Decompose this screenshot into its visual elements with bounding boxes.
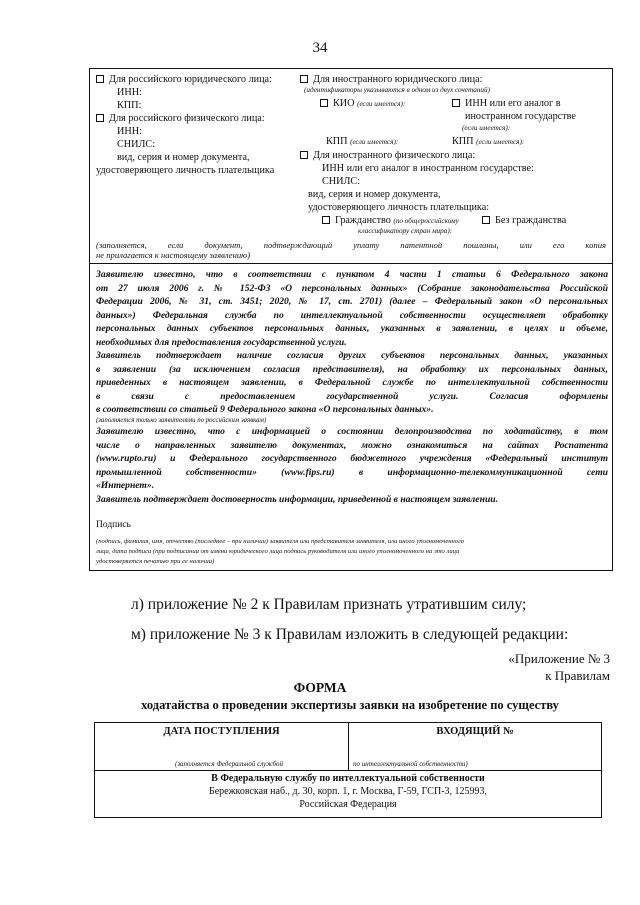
divider: [95, 770, 601, 771]
kio-option[interactable]: [320, 97, 405, 110]
note: классификатору стран мира):: [358, 227, 453, 235]
consent-line: в связи с предоставлением государственной услуги. Согласия оформлены: [96, 390, 608, 402]
inn-label: ИНН:: [117, 87, 142, 98]
inn-analog-label: ИНН или его аналог в: [465, 98, 561, 109]
inn-label: ИНН:: [117, 126, 142, 137]
ru-legal-option[interactable]: [96, 73, 272, 86]
kpp-label: КПП:: [117, 100, 142, 111]
signature-label: Подпись: [96, 520, 131, 530]
checkbox[interactable]: [300, 75, 308, 83]
form-subtitle: ходатайства о проведении экспертизы заявки на изобретение по существу: [141, 698, 559, 712]
checkbox[interactable]: [96, 114, 104, 122]
receipt-date-field[interactable]: ДАТА ПОСТУПЛЕНИЯ: [163, 726, 280, 737]
no-citizenship-option[interactable]: [482, 214, 566, 227]
filled-by-note: (заполняется Федеральной службой: [175, 760, 283, 768]
foreign-legal-option[interactable]: [300, 73, 482, 86]
addressee: В Федеральную службу по интеллектуальной собственности: [211, 773, 485, 784]
doc-label: вид, серия и номер документа,: [117, 152, 250, 163]
consent-line: Федерации 2006, № 31, ст. 3451; 2020, № 17, ст. 2701) (далее – Федеральный закон «О персональных: [96, 296, 608, 307]
checkbox[interactable]: [482, 216, 490, 224]
signature-note: (подпись, фамилия, имя, отчество (последнее – при наличии) заявителя или представителя заявителя, или иного уполномоченного: [96, 538, 464, 545]
inn-analog-option[interactable]: [452, 97, 561, 110]
address: Бережковская наб., д. 30, корп. 1, г. Москва, Г-59, ГСП-3, 125993,: [208, 786, 488, 797]
form-title: ФОРМА: [293, 680, 347, 695]
ident-note: (идентификаторы указываются в одном из двух сочетаний): [304, 86, 490, 94]
note: (если имеется):: [476, 138, 525, 146]
consent-line: Заявитель подтверждает наличие согласия других субъектов персональных данных, указанных: [96, 350, 608, 361]
checkbox[interactable]: [452, 99, 460, 107]
clause-m: м) приложение № 3 к Правилам изложить в следующей редакции:: [131, 626, 569, 643]
note: (если имеется):: [357, 100, 406, 108]
appendix-reference: [508, 650, 610, 684]
doc-label: вид, серия и номер документа,: [308, 189, 441, 200]
checkbox[interactable]: [300, 151, 308, 159]
kpp-text: КПП: [452, 136, 474, 147]
no-citizenship-label: Без гражданства: [495, 215, 567, 226]
checkbox[interactable]: [96, 75, 104, 83]
foreign-person-label: Для иностранного физического лица:: [313, 150, 476, 161]
appendix-line: к Правилам: [545, 668, 610, 683]
clause-l: л) приложение № 2 к Правилам признать утратившим силу;: [131, 596, 527, 613]
country: Российская Федерация: [299, 799, 397, 810]
consent-line: необходимых для предоставления государственной услуги.: [96, 336, 347, 348]
checkbox[interactable]: [320, 99, 328, 107]
consent-line: промышленной собственности» (www.fips.ru) в информационно-телекоммуникационной сети: [96, 466, 608, 478]
doc-label: удостоверяющего личность плательщика:: [308, 202, 490, 213]
signature-note: удостоверяется печатью при ее наличии): [96, 558, 215, 565]
citizenship-label: Гражданство: [335, 215, 391, 226]
consent-line: персональных данных субъектов персональных данных, указанных в заявлении, в целях и объеме,: [96, 323, 608, 334]
form-header-table: [94, 722, 602, 818]
consent-line: Заявителю известно, что с информацией о состоянии делопроизводства по ходатайству, в том: [96, 426, 608, 437]
snils-label: СНИЛС:: [322, 176, 361, 187]
consent-line: Заявитель подтверждает достоверность информации, приведенной в настоящем заявлении.: [96, 493, 499, 505]
consent-line: числе о направленных заявителю документах, можно ознакомиться на сайтах Роспатента: [96, 439, 608, 451]
foreign-person-option[interactable]: [300, 149, 475, 162]
kio-label: КИО: [333, 98, 355, 109]
citizenship-option[interactable]: [322, 214, 459, 227]
consent-line: в заявлении (за исключением согласия представителя), на обработку их персональных данных,: [96, 363, 608, 375]
signature-note: лица, дата подписи (при подписании от имени юридического лица подпись руководителя или иного уполномоченного на это лица: [96, 548, 460, 555]
incoming-number-field[interactable]: ВХОДЯЩИЙ №: [436, 726, 514, 737]
snils-label: СНИЛС:: [117, 139, 156, 150]
kpp-label: [452, 135, 524, 148]
consent-line: «Интернет».: [96, 480, 155, 491]
appendix-line: «Приложение № 3: [508, 651, 610, 666]
consent-line: Заявителю известно, что в соответствии с пунктом 4 части 1 статьи 6 Федерального закона: [96, 269, 608, 280]
note: (по общероссийскому: [393, 217, 459, 225]
consent-box: [89, 263, 613, 571]
ru-person-option[interactable]: [96, 112, 265, 125]
consent-line: от 27 июля 2006 г. № 152-ФЗ «О персональных данных» (Собрание законодательства Российской: [96, 282, 608, 294]
doc-label: удостоверяющего личность плательщика: [96, 165, 275, 176]
checkbox[interactable]: [322, 216, 330, 224]
note: (если имеется):: [462, 124, 511, 132]
consent-note: (заполняется только заявителями по российским заявкам): [96, 417, 267, 424]
page-number: 34: [312, 40, 328, 56]
ru-person-label: Для российского физического лица:: [109, 113, 265, 124]
kpp-text: КПП: [326, 136, 348, 147]
payer-identification-box: [89, 68, 613, 264]
ru-legal-label: Для российского юридического лица:: [109, 74, 272, 85]
footnote: не прилагается к настоящему заявлению): [96, 250, 251, 260]
consent-line: в соответствии со статьей 9 Федерального закона «О персональных данных».: [96, 404, 434, 415]
consent-line: данных») Федеральная служба по интеллектуальной собственности осуществляет обработку: [96, 309, 608, 321]
consent-line: (www.rupto.ru) и Федерального государственного бюджетного учреждения «Федеральный институт: [96, 453, 608, 464]
foreign-legal-label: Для иностранного юридического лица:: [313, 74, 483, 85]
inn-analog-label: иностранном государстве: [465, 111, 576, 122]
consent-line: приведенных в настоящем заявлении, в Федеральной службе по интеллектуальной собственности: [96, 377, 608, 388]
inn-foreign-label: ИНН или его аналог в иностранном государстве:: [322, 163, 534, 174]
kpp-label: [326, 135, 398, 148]
note: (если имеется):: [350, 138, 399, 146]
filled-by-note: по интеллектуальной собственности): [353, 760, 468, 768]
footnote: (заполняется, если документ, подтверждающий уплату патентной пошлины, или его копия: [96, 240, 606, 250]
